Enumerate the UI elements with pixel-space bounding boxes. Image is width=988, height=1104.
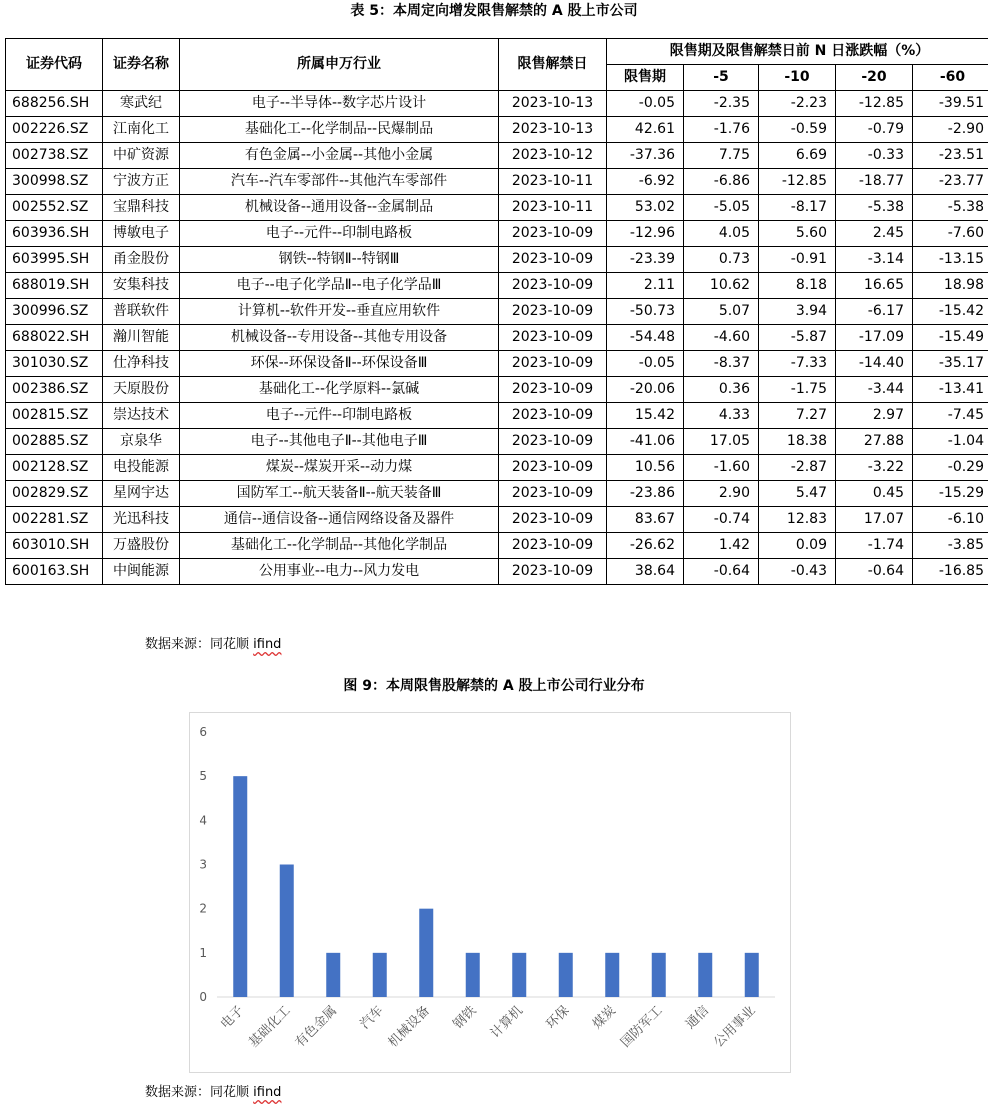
bar-5	[466, 953, 480, 997]
source-prefix: 数据来源：同花顺	[145, 637, 254, 652]
x-tick-label: 钢铁	[450, 1003, 480, 1033]
change-cell: -39.51	[913, 91, 988, 117]
industry-cell: 电子--元件--印制电路板	[180, 403, 499, 429]
change-cell: -6.17	[836, 299, 913, 325]
change-cell: -23.77	[913, 169, 988, 195]
date-cell: 2023-10-09	[499, 429, 607, 455]
y-tick-label: 5	[199, 769, 207, 784]
code-cell: 002128.SZ	[6, 455, 103, 481]
change-cell: 0.73	[684, 247, 759, 273]
change-cell: 10.62	[684, 273, 759, 299]
x-tick-label: 通信	[683, 1003, 713, 1033]
source-ifind-2: ifind	[253, 1085, 282, 1100]
change-cell: -15.29	[913, 481, 988, 507]
change-cell: -16.85	[913, 559, 988, 585]
change-cell: 1.42	[684, 533, 759, 559]
change-cell: -13.41	[913, 377, 988, 403]
name-cell: 安集科技	[103, 273, 180, 299]
table-row	[6, 481, 988, 507]
change-cell: -41.06	[607, 429, 684, 455]
date-cell: 2023-10-09	[499, 455, 607, 481]
date-cell: 2023-10-11	[499, 195, 607, 221]
x-tick-label: 机械设备	[385, 1003, 434, 1051]
name-cell: 光迅科技	[103, 507, 180, 533]
change-cell: -1.60	[684, 455, 759, 481]
bar-4	[419, 909, 433, 997]
code-cell: 688022.SH	[6, 325, 103, 351]
name-cell: 甬金股份	[103, 247, 180, 273]
industry-bar-chart	[189, 712, 791, 1073]
change-cell: -0.79	[836, 117, 913, 143]
change-cell: -5.05	[684, 195, 759, 221]
source-ifind: ifind	[253, 637, 282, 652]
code-cell: 600163.SH	[6, 559, 103, 585]
table-row	[6, 91, 988, 117]
name-cell: 中闽能源	[103, 559, 180, 585]
date-cell: 2023-10-13	[499, 117, 607, 143]
chart-title: 图 9：本周限售股解禁的 A 股上市公司行业分布	[343, 678, 645, 694]
y-tick-label: 3	[199, 857, 207, 872]
source-prefix-2: 数据来源：同花顺	[145, 1085, 254, 1100]
change-cell: -12.85	[836, 91, 913, 117]
header-date: 限售解禁日	[499, 39, 607, 91]
change-cell: 5.60	[759, 221, 836, 247]
change-cell: -18.77	[836, 169, 913, 195]
change-cell: 18.38	[759, 429, 836, 455]
industry-cell: 机械设备--通用设备--金属制品	[180, 195, 499, 221]
table-body	[6, 91, 988, 585]
industry-cell: 基础化工--化学原料--氯碱	[180, 377, 499, 403]
change-cell: -0.64	[684, 559, 759, 585]
change-cell: -0.74	[684, 507, 759, 533]
name-cell: 天原股份	[103, 377, 180, 403]
code-cell: 301030.SZ	[6, 351, 103, 377]
change-cell: 3.94	[759, 299, 836, 325]
table-row	[6, 221, 988, 247]
code-cell: 688256.SH	[6, 91, 103, 117]
table-row	[6, 299, 988, 325]
change-cell: -5.38	[836, 195, 913, 221]
change-cell: 2.11	[607, 273, 684, 299]
code-cell: 002815.SZ	[6, 403, 103, 429]
header-name: 证券名称	[103, 39, 180, 91]
change-cell: -1.75	[759, 377, 836, 403]
change-cell: -17.09	[836, 325, 913, 351]
table-row	[6, 325, 988, 351]
code-cell: 603010.SH	[6, 533, 103, 559]
change-cell: -2.90	[913, 117, 988, 143]
industry-cell: 电子--其他电子Ⅱ--其他电子Ⅲ	[180, 429, 499, 455]
change-cell: -4.60	[684, 325, 759, 351]
change-cell: 6.69	[759, 143, 836, 169]
bar-10	[698, 953, 712, 997]
change-cell: -6.86	[684, 169, 759, 195]
code-cell: 002386.SZ	[6, 377, 103, 403]
bar-2	[326, 953, 340, 997]
industry-cell: 基础化工--化学制品--民爆制品	[180, 117, 499, 143]
table-row	[6, 143, 988, 169]
change-cell: 42.61	[607, 117, 684, 143]
table-row	[6, 533, 988, 559]
change-cell: -0.64	[836, 559, 913, 585]
name-cell: 宁波方正	[103, 169, 180, 195]
change-cell: -2.23	[759, 91, 836, 117]
change-cell: 8.18	[759, 273, 836, 299]
change-cell: -0.33	[836, 143, 913, 169]
change-cell: -1.76	[684, 117, 759, 143]
industry-cell: 煤炭--煤炭开采--动力煤	[180, 455, 499, 481]
table-title: 表 5：本周定向增发限售解禁的 A 股上市公司	[350, 3, 638, 19]
change-cell: -5.38	[913, 195, 988, 221]
table-row	[6, 403, 988, 429]
change-cell: -23.86	[607, 481, 684, 507]
bar-3	[373, 953, 387, 997]
name-cell: 崇达技术	[103, 403, 180, 429]
data-source-note-2	[145, 1081, 281, 1100]
change-cell: -23.51	[913, 143, 988, 169]
y-tick-label: 0	[199, 990, 207, 1004]
table-row	[6, 507, 988, 533]
date-cell: 2023-10-09	[499, 507, 607, 533]
change-cell: 10.56	[607, 455, 684, 481]
code-cell: 002226.SZ	[6, 117, 103, 143]
change-cell: -0.05	[607, 91, 684, 117]
y-tick-label: 1	[199, 945, 207, 960]
change-cell: -37.36	[607, 143, 684, 169]
change-cell: -7.45	[913, 403, 988, 429]
change-cell: -1.74	[836, 533, 913, 559]
change-cell: 7.27	[759, 403, 836, 429]
code-cell: 002829.SZ	[6, 481, 103, 507]
date-cell: 2023-10-13	[499, 91, 607, 117]
bar-1	[280, 865, 294, 998]
header-sub-period: 限售期	[607, 65, 684, 91]
change-cell: -3.14	[836, 247, 913, 273]
header-industry: 所属申万行业	[180, 39, 499, 91]
change-cell: 12.83	[759, 507, 836, 533]
x-tick-label: 国防军工	[618, 1003, 666, 1051]
code-cell: 603936.SH	[6, 221, 103, 247]
change-cell: 7.75	[684, 143, 759, 169]
header-change-group: 限售期及限售解禁日前 N 日涨跌幅（%）	[607, 39, 988, 65]
change-cell: -12.85	[759, 169, 836, 195]
table-row	[6, 455, 988, 481]
y-tick-label: 6	[199, 725, 207, 739]
industry-cell: 通信--通信设备--通信网络设备及器件	[180, 507, 499, 533]
change-cell: 2.45	[836, 221, 913, 247]
x-tick-label: 计算机	[487, 1003, 527, 1042]
header-sub-60: -60	[913, 65, 988, 91]
name-cell: 普联软件	[103, 299, 180, 325]
change-cell: 83.67	[607, 507, 684, 533]
change-cell: 27.88	[836, 429, 913, 455]
name-cell: 江南化工	[103, 117, 180, 143]
change-cell: 18.98	[913, 273, 988, 299]
industry-cell: 公用事业--电力--风力发电	[180, 559, 499, 585]
change-cell: 17.07	[836, 507, 913, 533]
change-cell: 0.09	[759, 533, 836, 559]
bar-11	[745, 953, 759, 997]
change-cell: -1.04	[913, 429, 988, 455]
name-cell: 仕净科技	[103, 351, 180, 377]
change-cell: 38.64	[607, 559, 684, 585]
restricted-shares-table	[5, 38, 988, 585]
industry-cell: 电子--电子化学品Ⅱ--电子化学品Ⅲ	[180, 273, 499, 299]
change-cell: -54.48	[607, 325, 684, 351]
date-cell: 2023-10-11	[499, 169, 607, 195]
change-cell: -23.39	[607, 247, 684, 273]
change-cell: -15.49	[913, 325, 988, 351]
change-cell: 4.33	[684, 403, 759, 429]
table-row	[6, 377, 988, 403]
change-cell: -5.87	[759, 325, 836, 351]
change-cell: -13.15	[913, 247, 988, 273]
date-cell: 2023-10-09	[499, 247, 607, 273]
x-tick-label: 汽车	[357, 1003, 387, 1033]
change-cell: -6.92	[607, 169, 684, 195]
change-cell: -0.91	[759, 247, 836, 273]
date-cell: 2023-10-09	[499, 351, 607, 377]
change-cell: -20.06	[607, 377, 684, 403]
industry-cell: 基础化工--化学制品--其他化学制品	[180, 533, 499, 559]
y-tick-label: 2	[199, 901, 207, 916]
change-cell: -2.87	[759, 455, 836, 481]
change-cell: 2.90	[684, 481, 759, 507]
name-cell: 京泉华	[103, 429, 180, 455]
name-cell: 寒武纪	[103, 91, 180, 117]
change-cell: -7.33	[759, 351, 836, 377]
table-row	[6, 351, 988, 377]
name-cell: 博敏电子	[103, 221, 180, 247]
table-row	[6, 247, 988, 273]
y-tick-label: 4	[199, 813, 207, 828]
name-cell: 星网宇达	[103, 481, 180, 507]
bar-7	[559, 953, 573, 997]
industry-cell: 电子--半导体--数字芯片设计	[180, 91, 499, 117]
table-row	[6, 195, 988, 221]
change-cell: -0.05	[607, 351, 684, 377]
table-row	[6, 273, 988, 299]
code-cell: 002738.SZ	[6, 143, 103, 169]
code-cell: 688019.SH	[6, 273, 103, 299]
date-cell: 2023-10-12	[499, 143, 607, 169]
change-cell: -3.85	[913, 533, 988, 559]
x-tick-label: 电子	[218, 1003, 248, 1033]
code-cell: 002885.SZ	[6, 429, 103, 455]
change-cell: -7.60	[913, 221, 988, 247]
industry-cell: 电子--元件--印制电路板	[180, 221, 499, 247]
industry-cell: 环保--环保设备Ⅱ--环保设备Ⅲ	[180, 351, 499, 377]
header-sub-5: -5	[684, 65, 759, 91]
date-cell: 2023-10-09	[499, 533, 607, 559]
date-cell: 2023-10-09	[499, 325, 607, 351]
data-source-note	[145, 633, 281, 652]
table-row	[6, 429, 988, 455]
name-cell: 宝鼎科技	[103, 195, 180, 221]
change-cell: 16.65	[836, 273, 913, 299]
change-cell: 2.97	[836, 403, 913, 429]
date-cell: 2023-10-09	[499, 221, 607, 247]
change-cell: -14.40	[836, 351, 913, 377]
change-cell: 0.36	[684, 377, 759, 403]
change-cell: -15.42	[913, 299, 988, 325]
change-cell: 0.45	[836, 481, 913, 507]
industry-cell: 计算机--软件开发--垂直应用软件	[180, 299, 499, 325]
code-cell: 300998.SZ	[6, 169, 103, 195]
change-cell: -2.35	[684, 91, 759, 117]
change-cell: -35.17	[913, 351, 988, 377]
name-cell: 中矿资源	[103, 143, 180, 169]
name-cell: 万盛股份	[103, 533, 180, 559]
change-cell: 17.05	[684, 429, 759, 455]
date-cell: 2023-10-09	[499, 559, 607, 585]
change-cell: -6.10	[913, 507, 988, 533]
change-cell: 5.47	[759, 481, 836, 507]
bar-0	[233, 776, 247, 997]
change-cell: -8.17	[759, 195, 836, 221]
industry-cell: 机械设备--专用设备--其他专用设备	[180, 325, 499, 351]
x-tick-label: 有色金属	[292, 1003, 341, 1051]
name-cell: 瀚川智能	[103, 325, 180, 351]
x-tick-label: 煤炭	[590, 1003, 620, 1033]
date-cell: 2023-10-09	[499, 403, 607, 429]
change-cell: -0.43	[759, 559, 836, 585]
code-cell: 603995.SH	[6, 247, 103, 273]
header-sub-10: -10	[759, 65, 836, 91]
date-cell: 2023-10-09	[499, 481, 607, 507]
change-cell: -0.59	[759, 117, 836, 143]
change-cell: -50.73	[607, 299, 684, 325]
change-cell: -3.44	[836, 377, 913, 403]
header-code: 证券代码	[6, 39, 103, 91]
change-cell: 4.05	[684, 221, 759, 247]
date-cell: 2023-10-09	[499, 299, 607, 325]
x-tick-label: 公用事业	[711, 1003, 759, 1051]
date-cell: 2023-10-09	[499, 273, 607, 299]
industry-cell: 国防军工--航天装备Ⅱ--航天装备Ⅲ	[180, 481, 499, 507]
x-tick-label: 基础化工	[246, 1003, 294, 1051]
table-row	[6, 169, 988, 195]
industry-cell: 有色金属--小金属--其他小金属	[180, 143, 499, 169]
code-cell: 002281.SZ	[6, 507, 103, 533]
table-row	[6, 559, 988, 585]
bar-6	[512, 953, 526, 997]
change-cell: -26.62	[607, 533, 684, 559]
industry-cell: 钢铁--特钢Ⅱ--特钢Ⅲ	[180, 247, 499, 273]
change-cell: -8.37	[684, 351, 759, 377]
change-cell: 53.02	[607, 195, 684, 221]
change-cell: -3.22	[836, 455, 913, 481]
header-sub-20: -20	[836, 65, 913, 91]
change-cell: -0.29	[913, 455, 988, 481]
change-cell: -12.96	[607, 221, 684, 247]
bar-8	[605, 953, 619, 997]
code-cell: 002552.SZ	[6, 195, 103, 221]
code-cell: 300996.SZ	[6, 299, 103, 325]
bar-9	[652, 953, 666, 997]
date-cell: 2023-10-09	[499, 377, 607, 403]
industry-cell: 汽车--汽车零部件--其他汽车零部件	[180, 169, 499, 195]
table-row	[6, 117, 988, 143]
change-cell: 5.07	[684, 299, 759, 325]
name-cell: 电投能源	[103, 455, 180, 481]
x-tick-label: 环保	[543, 1003, 573, 1033]
change-cell: 15.42	[607, 403, 684, 429]
